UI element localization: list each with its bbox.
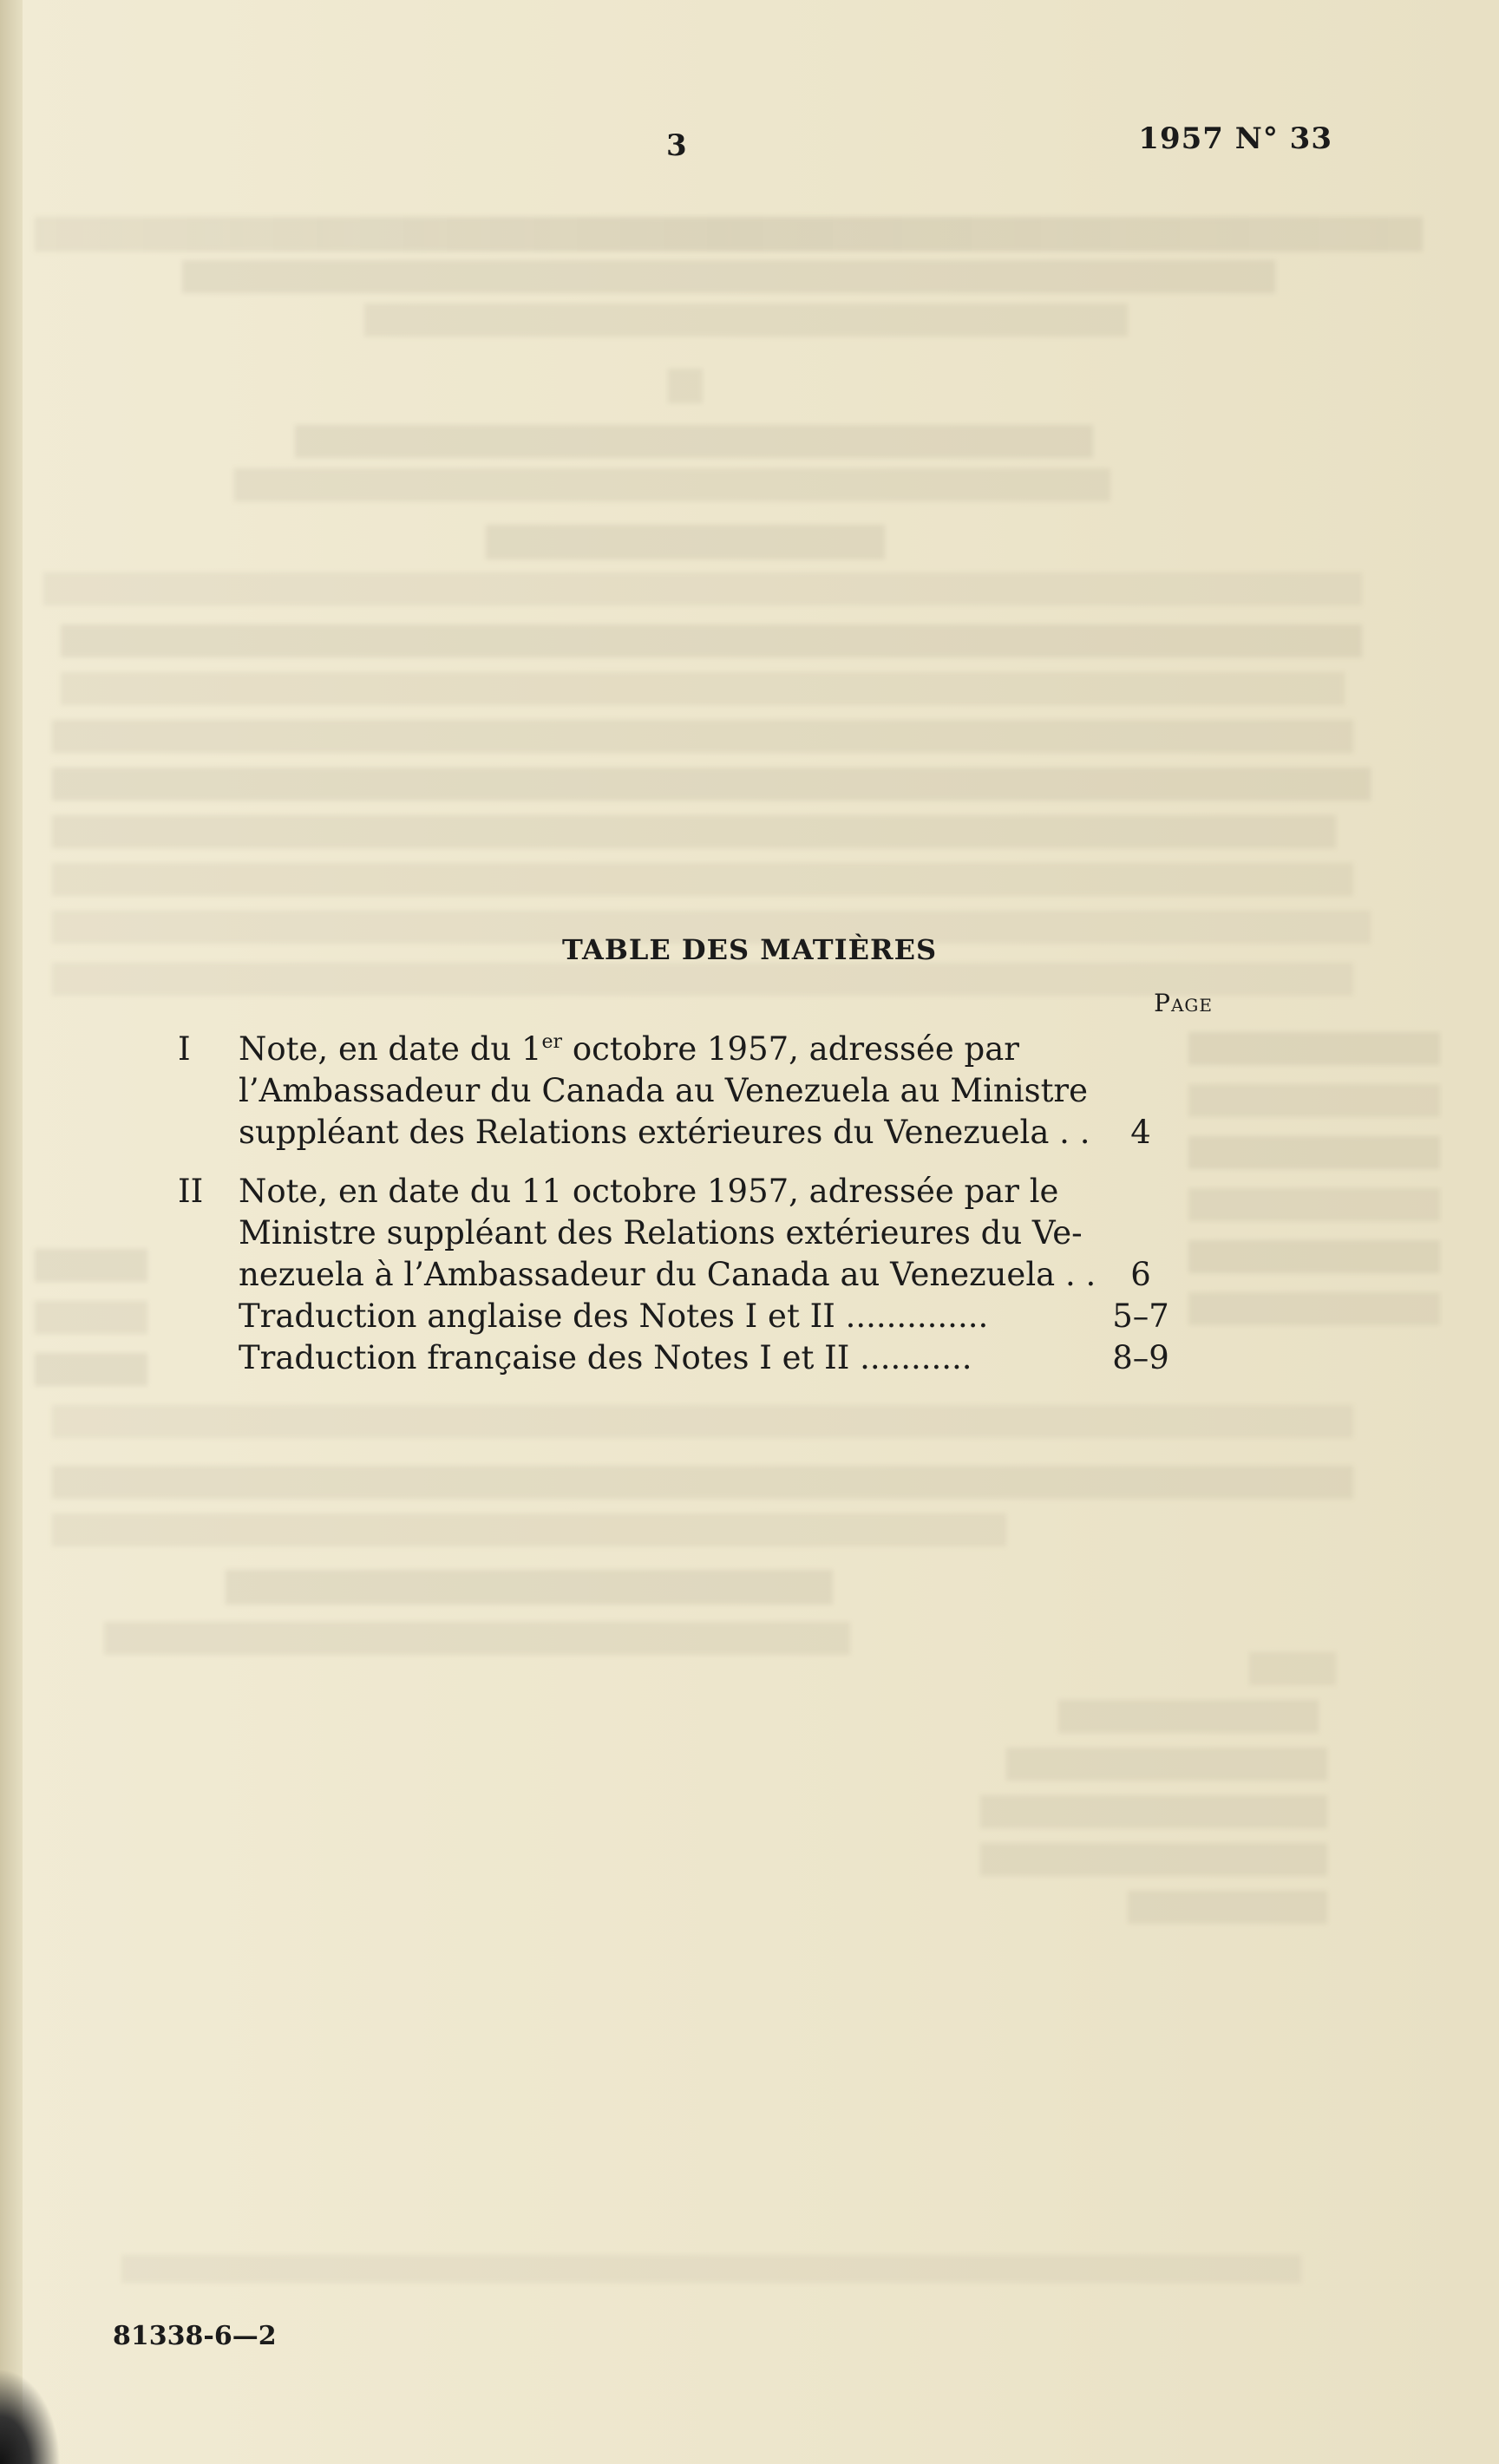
page-spine — [0, 0, 23, 2464]
entry-page: 8–9 — [1112, 1339, 1169, 1376]
entry-line: l’Ambassadeur du Canada au Venezuela au Ministre — [239, 1072, 1089, 1109]
entry-line: Traduction française des Notes I et II ........... 8–9 — [239, 1337, 1180, 1379]
entry-line: Ministre suppléant des Relations extérieures du Ve- — [239, 1214, 1083, 1252]
entry-body — [239, 1171, 1180, 1379]
entry-line: Traduction anglaise des Notes I et II .............. 5–7 — [239, 1296, 1180, 1337]
entry-page: 6 — [1130, 1256, 1151, 1293]
entry-page: 4 — [1130, 1114, 1151, 1151]
leader-dots: ........... — [849, 1339, 972, 1376]
entry-line — [239, 1029, 1180, 1070]
corner-shadow — [0, 2369, 61, 2464]
entry-line: Note, en date du 11 octobre 1957, adressée par le — [239, 1173, 1059, 1210]
entry-line: suppléant des Relations extérieures du Venezuela . . 4 — [239, 1112, 1180, 1154]
entry-page: 5–7 — [1112, 1297, 1169, 1335]
page-number: 3 — [666, 128, 687, 163]
printer-code: 81338-6—2 — [113, 2321, 277, 2351]
leader-dots: .............. — [835, 1297, 989, 1335]
entry-line-text: Note, en date du 1er octobre 1957, adressée par — [239, 1030, 1019, 1068]
entry-number: I — [178, 1030, 191, 1068]
toc-title: TABLE DES MATIÈRES — [561, 933, 938, 966]
series-number: 1957 N° 33 — [1138, 121, 1332, 156]
entry-body — [239, 1029, 1180, 1154]
superscript-er: er — [541, 1031, 563, 1053]
page-column-label: Page — [1154, 989, 1213, 1017]
entry-line: nezuela à l’Ambassadeur du Canada au Venezuela . . 6 — [239, 1254, 1180, 1296]
entry-number: II — [178, 1173, 204, 1210]
